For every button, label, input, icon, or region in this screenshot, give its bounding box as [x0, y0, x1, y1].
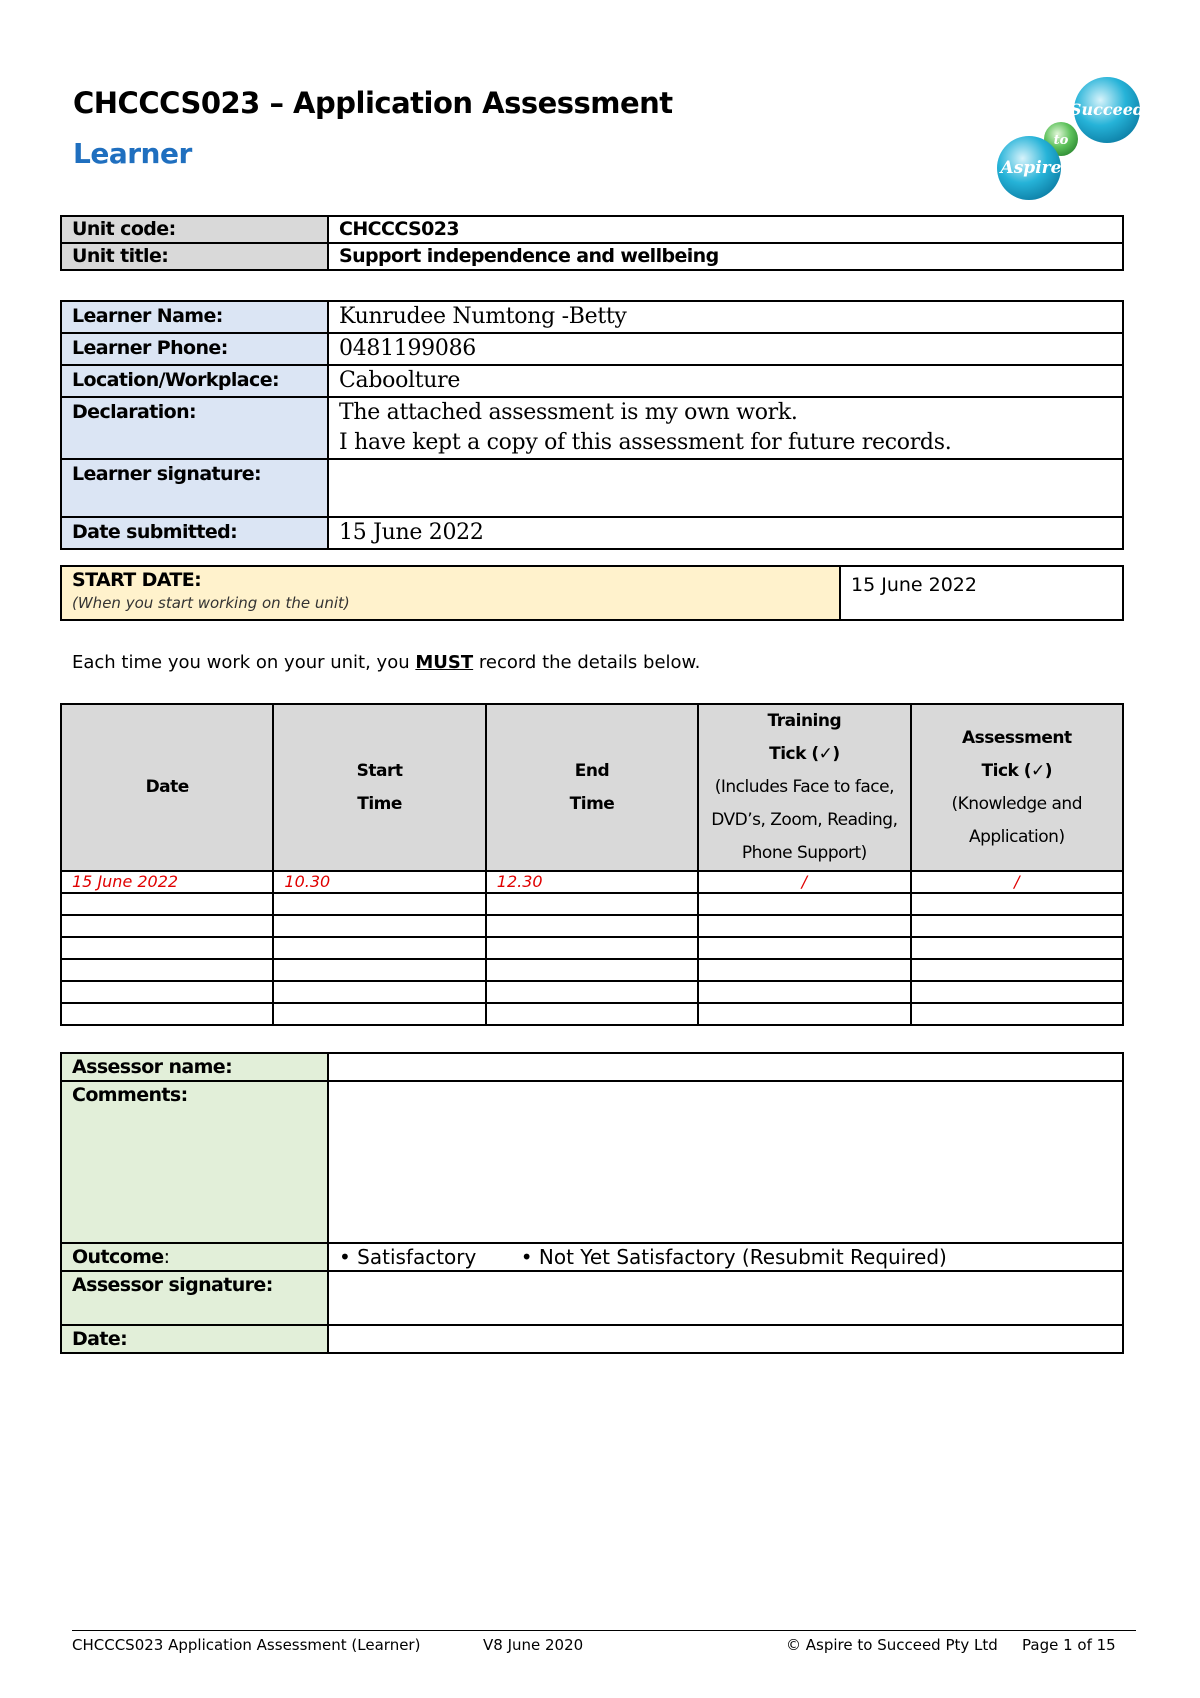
learner-phone-label: Learner Phone: — [61, 333, 328, 365]
page-subtitle: Learner — [73, 137, 192, 170]
comments-label: Comments: — [61, 1081, 328, 1243]
log-cell-start[interactable] — [273, 937, 485, 959]
footer-version: V8 June 2020 — [483, 1636, 584, 1654]
assessor-signature-field[interactable] — [328, 1271, 1123, 1325]
log-row — [61, 981, 1123, 1003]
unit-code-row — [61, 216, 1123, 243]
instruction-text — [72, 652, 700, 673]
log-cell-assessment[interactable] — [911, 915, 1123, 937]
declaration-text — [328, 397, 1123, 459]
log-cell-start[interactable] — [273, 1003, 485, 1025]
learner-name-row — [61, 301, 1123, 333]
log-row — [61, 937, 1123, 959]
log-header-end — [486, 704, 698, 871]
unit-title-value[interactable]: Support independence and wellbeing — [328, 243, 1123, 270]
log-header-assessment-note-1: (Knowledge and — [951, 793, 1083, 814]
log-cell-end[interactable] — [486, 893, 698, 915]
learner-location-field[interactable]: Caboolture — [328, 365, 1123, 397]
assessor-date-field[interactable] — [328, 1325, 1123, 1353]
log-cell-date[interactable] — [61, 915, 273, 937]
declaration-label: Declaration: — [61, 397, 328, 459]
log-header-assessment-tick: Tick (✓) — [981, 760, 1053, 781]
log-header-end-text: End — [574, 760, 610, 781]
comments-row — [61, 1081, 1123, 1243]
instruction-must: MUST — [415, 652, 474, 673]
outcome-label — [61, 1243, 328, 1271]
log-cell-date[interactable] — [61, 959, 273, 981]
start-date-row — [61, 566, 1123, 620]
log-header-training-note-3: Phone Support) — [741, 843, 867, 863]
company-logo — [995, 75, 1145, 205]
log-cell-training[interactable] — [698, 959, 910, 981]
log-cell-date[interactable] — [61, 937, 273, 959]
assessor-date-label: Date: — [61, 1325, 328, 1353]
declaration-row — [61, 397, 1123, 459]
log-cell-end[interactable] — [486, 1003, 698, 1025]
log-row — [61, 871, 1123, 893]
footer-copyright: © Aspire to Succeed Pty Ltd — [786, 1636, 998, 1654]
learner-name-label: Learner Name: — [61, 301, 328, 333]
log-header-date-text: Date — [145, 777, 189, 797]
declaration-line-2: I have kept a copy of this assessment for future records. — [339, 430, 952, 455]
assessor-name-row — [61, 1053, 1123, 1081]
learner-phone-field[interactable]: 0481199086 — [328, 333, 1123, 365]
unit-code-label: Unit code: — [61, 216, 328, 243]
outcome-label-text: Outcome — [72, 1246, 164, 1268]
log-cell-assessment[interactable] — [911, 981, 1123, 1003]
log-header-end-time: Time — [569, 793, 615, 814]
log-cell-training[interactable]: / — [698, 871, 910, 893]
instruction-before: Each time you work on your unit, you — [72, 652, 416, 673]
log-cell-end[interactable] — [486, 981, 698, 1003]
learner-location-row — [61, 365, 1123, 397]
start-date-field[interactable]: 15 June 2022 — [840, 566, 1123, 620]
footer-page-number: Page 1 of 15 — [1022, 1636, 1116, 1654]
log-cell-assessment[interactable] — [911, 959, 1123, 981]
log-cell-training[interactable] — [698, 937, 910, 959]
unit-title-row — [61, 243, 1123, 270]
learner-signature-field[interactable] — [328, 459, 1123, 517]
log-cell-training[interactable] — [698, 915, 910, 937]
log-cell-assessment[interactable] — [911, 1003, 1123, 1025]
outcome-satisfactory-option[interactable]: • Satisfactory — [339, 1245, 477, 1269]
start-date-label-cell — [61, 566, 840, 620]
assessor-date-row — [61, 1325, 1123, 1353]
declaration-line-1: The attached assessment is my own work. — [339, 400, 798, 425]
log-header-start — [273, 704, 485, 871]
start-date-label: START DATE: — [72, 569, 202, 591]
instruction-after: record the details below. — [473, 652, 701, 673]
unit-code-value[interactable]: CHCCCS023 — [328, 216, 1123, 243]
outcome-label-colon: : — [163, 1246, 170, 1268]
learner-phone-row — [61, 333, 1123, 365]
assessor-name-label: Assessor name: — [61, 1053, 328, 1081]
log-row — [61, 1003, 1123, 1025]
outcome-row — [61, 1243, 1123, 1271]
log-header-training-tick: Tick (✓) — [769, 744, 840, 764]
log-cell-training[interactable] — [698, 981, 910, 1003]
log-header-date — [61, 704, 273, 871]
log-cell-date[interactable] — [61, 981, 273, 1003]
log-cell-end[interactable] — [486, 959, 698, 981]
learner-name-field[interactable]: Kunrudee Numtong -Betty — [328, 301, 1123, 333]
log-header-training — [698, 704, 910, 871]
log-header-start-text: Start — [356, 760, 403, 781]
log-cell-date[interactable]: 15 June 2022 — [61, 871, 273, 893]
log-row — [61, 893, 1123, 915]
log-cell-start[interactable] — [273, 981, 485, 1003]
log-cell-training[interactable] — [698, 1003, 910, 1025]
footer-divider — [72, 1630, 1136, 1631]
unit-title-label: Unit title: — [61, 243, 328, 270]
logo-text-succeed: Succeed — [1069, 100, 1145, 119]
learner-signature-row — [61, 459, 1123, 517]
date-submitted-label: Date submitted: — [61, 517, 328, 549]
log-header-training-note-1: (Includes Face to face, — [714, 777, 894, 797]
outcome-not-yet-satisfactory-option[interactable]: • Not Yet Satisfactory (Resubmit Required) — [520, 1245, 947, 1269]
log-cell-start[interactable] — [273, 915, 485, 937]
footer-document-name: CHCCCS023 Application Assessment (Learner) — [72, 1636, 421, 1654]
date-submitted-field[interactable]: 15 June 2022 — [328, 517, 1123, 549]
log-row — [61, 959, 1123, 981]
log-header-training-text: Training — [767, 711, 842, 731]
assessor-signature-row — [61, 1271, 1123, 1325]
log-cell-date[interactable] — [61, 893, 273, 915]
log-cell-assessment[interactable]: / — [911, 871, 1123, 893]
logo-text-aspire: Aspire — [1000, 158, 1062, 178]
date-submitted-row — [61, 517, 1123, 549]
page-title: CHCCCS023 – Application Assessment — [73, 86, 673, 120]
log-header-assessment-note-2: Application) — [968, 826, 1065, 847]
assessor-table — [60, 1052, 1124, 1354]
start-date-note: (When you start working on the unit) — [72, 594, 350, 612]
work-log-table — [60, 703, 1124, 1026]
outcome-options — [328, 1243, 1123, 1271]
log-header-assessment-text: Assessment — [961, 727, 1072, 748]
learner-location-label: Location/Workplace: — [61, 365, 328, 397]
log-cell-assessment[interactable] — [911, 937, 1123, 959]
log-row — [61, 915, 1123, 937]
learner-details-table — [60, 300, 1124, 550]
log-cell-start[interactable] — [273, 959, 485, 981]
log-header-start-time: Time — [357, 793, 402, 814]
unit-table — [60, 215, 1124, 271]
log-cell-end[interactable] — [486, 915, 698, 937]
assessor-name-field[interactable] — [328, 1053, 1123, 1081]
log-cell-date[interactable] — [61, 1003, 273, 1025]
log-cell-end[interactable] — [486, 937, 698, 959]
learner-signature-label: Learner signature: — [61, 459, 328, 517]
start-date-table — [60, 565, 1124, 621]
log-header-assessment — [911, 704, 1123, 871]
log-cell-end[interactable]: 12.30 — [486, 871, 698, 893]
log-header-row — [61, 704, 1123, 871]
log-header-training-note-2: DVD’s, Zoom, Reading, — [711, 810, 898, 830]
log-cell-training[interactable] — [698, 893, 910, 915]
log-cell-start[interactable]: 10.30 — [273, 871, 485, 893]
log-cell-assessment[interactable] — [911, 893, 1123, 915]
logo-text-to: to — [1053, 133, 1069, 148]
log-cell-start[interactable] — [273, 893, 485, 915]
assessor-signature-label: Assessor signature: — [61, 1271, 328, 1325]
comments-field[interactable] — [328, 1081, 1123, 1243]
